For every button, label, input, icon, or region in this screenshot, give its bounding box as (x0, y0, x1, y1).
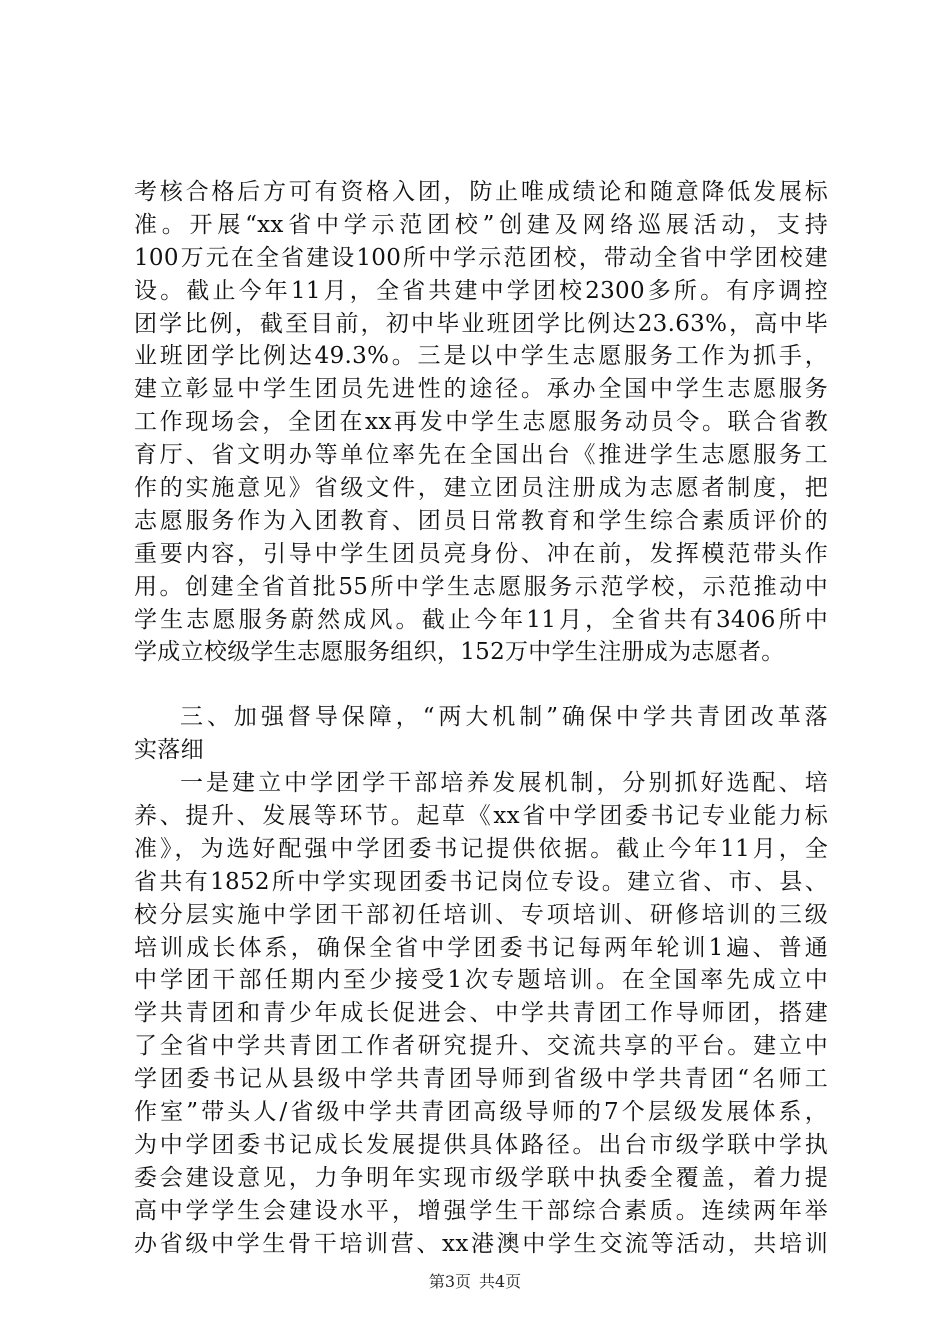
text-line: 高中学学生会建设水平，增强学生干部综合素质。连续两年举 (134, 1197, 828, 1224)
heading-line: 三、加强督导保障，“两大机制”确保中学共青团改革落 (180, 704, 828, 731)
text-line: 为中学团委书记成长发展提供具体路径。出台市级学联中学执 (134, 1131, 828, 1158)
text-line: 省共有1852所中学实现团委书记岗位专设。建立省、市、县、 (134, 868, 828, 895)
text-line: 学团委书记从县级中学共青团导师到省级中学共青团“名师工 (134, 1066, 828, 1093)
heading-line: 实落细 (134, 737, 204, 764)
text-line: 作室”带头人/省级中学共青团高级导师的7个层级发展体系， (134, 1099, 828, 1126)
text-line: 学共青团和青少年成长促进会、中学共青团工作导师团，搭建 (134, 1000, 828, 1027)
text-line: 育厅、省文明办等单位率先在全国出台《推进学生志愿服务工 (134, 442, 828, 469)
paragraph-1 (134, 176, 828, 669)
section-heading (134, 701, 828, 767)
text-line: 中学团干部任期内至少接受1次专题培训。在全国率先成立中 (134, 967, 828, 994)
page-number: 第3页 (428, 1272, 471, 1291)
text-line: 设。截止今年11月，全省共建中学团校2300多所。有序调控 (134, 277, 828, 304)
text-line: 用。创建全省首批55所中学生志愿服务示范学校，示范推动中 (134, 573, 828, 600)
text-line: 业班团学比例达49.3%。三是以中学生志愿服务工作为抓手， (134, 343, 828, 370)
text-line: 培训成长体系，确保全省中学团委书记每两年轮训1遍、普通 (134, 934, 828, 961)
text-line: 了全省中学共青团工作者研究提升、交流共享的平台。建立中 (134, 1033, 828, 1060)
text-line: 建立彰显中学生团员先进性的途径。承办全国中学生志愿服务 (134, 376, 828, 403)
text-line: 一是建立中学团学干部培养发展机制，分别抓好选配、培 (180, 770, 828, 797)
text-line: 考核合格后方可有资格入团，防止唯成绩论和随意降低发展标 (134, 179, 828, 205)
text-line: 工作现场会，全团在xx再发中学生志愿服务动员令。联合省教 (134, 409, 828, 436)
page-total: 共4页 (479, 1272, 522, 1291)
paragraph-gap (134, 669, 828, 701)
text-line: 志愿服务作为入团教育、团员日常教育和学生综合素质评价的 (134, 507, 828, 534)
paragraph-2 (134, 767, 828, 1260)
text-line: 校分层实施中学团干部初任培训、专项培训、研修培训的三级 (134, 901, 828, 928)
text-line: 养、提升、发展等环节。起草《xx省中学团委书记专业能力标 (134, 803, 828, 830)
text-line: 委会建设意见，力争明年实现市级学联中执委全覆盖，着力提 (134, 1164, 828, 1191)
text-line: 准。开展“xx省中学示范团校”创建及网络巡展活动，支持 (134, 211, 828, 238)
text-line: 重要内容，引导中学生团员亮身份、冲在前，发挥模范带头作 (134, 540, 828, 567)
text-line: 学成立校级学生志愿服务组织，152万中学生注册成为志愿者。 (134, 639, 785, 666)
document-body (134, 176, 828, 1261)
text-line: 100万元在全省建设100所中学示范团校，带动全省中学团校建 (134, 244, 828, 271)
text-line: 准》，为选好配强中学团委书记提供依据。截止今年11月，全 (134, 835, 828, 862)
text-line: 团学比例，截至目前，初中毕业班团学比例达23.63%，高中毕 (134, 310, 828, 337)
text-line: 办省级中学生骨干培训营、xx港澳中学生交流等活动，共培训 (134, 1230, 828, 1257)
page-footer (0, 1271, 950, 1293)
text-line: 学生志愿服务蔚然成风。截止今年11月，全省共有3406所中 (134, 606, 828, 633)
text-line: 作的实施意见》省级文件，建立团员注册成为志愿者制度，把 (134, 475, 828, 502)
